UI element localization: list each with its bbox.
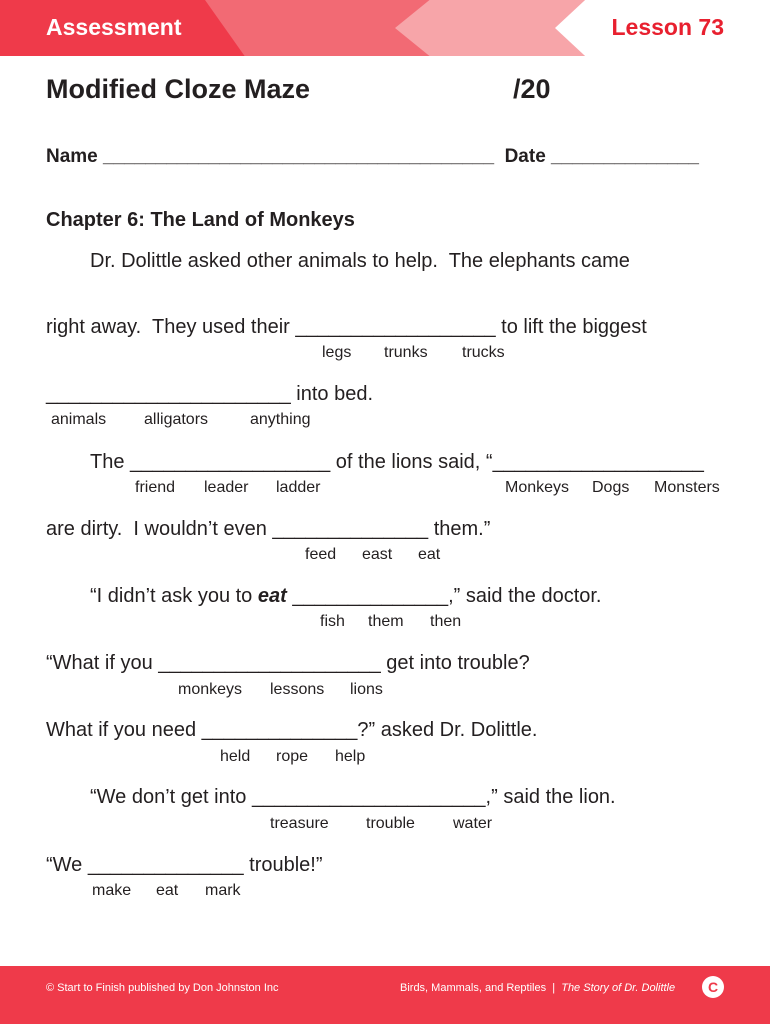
choice-option[interactable]: feed: [305, 546, 337, 563]
choice-option[interactable]: monkeys: [178, 681, 243, 698]
choice-option[interactable]: east: [362, 546, 393, 563]
name-blank[interactable]: _____________________________________: [103, 146, 495, 167]
passage-line: Dr. Dolittle asked other animals to help. The elephants came: [90, 250, 630, 272]
copyright-text: © Start to Finish published by Don Johnston Inc: [46, 982, 279, 994]
choice-option[interactable]: lessons: [270, 681, 325, 698]
chapter-heading: Chapter 6: The Land of Monkeys: [46, 209, 355, 231]
option-row: [0, 882, 241, 972]
cloze-blank[interactable]: ______________________: [46, 383, 291, 405]
section-label: Assessment: [46, 14, 182, 40]
choice-option[interactable]: held: [220, 748, 251, 765]
choice-option[interactable]: alligators: [144, 411, 209, 428]
choice-option[interactable]: them: [368, 613, 404, 630]
cloze-blank[interactable]: ______________: [201, 719, 358, 741]
date-label: Date: [504, 146, 546, 167]
passage-line: The __________________ of the lions said, “___________________: [90, 451, 704, 473]
choice-option[interactable]: trouble: [366, 815, 415, 832]
choice-option[interactable]: then: [430, 613, 462, 630]
cloze-blank[interactable]: _____________________: [251, 786, 486, 808]
lesson-label: Lesson 73: [611, 14, 724, 40]
choice-option[interactable]: make: [92, 882, 132, 899]
cloze-blank[interactable]: __________________: [295, 316, 496, 338]
choice-option[interactable]: Dogs: [592, 479, 630, 496]
choice-option[interactable]: water: [453, 815, 493, 832]
name-label: Name: [46, 146, 98, 167]
cloze-blank[interactable]: ____________________: [158, 652, 381, 674]
passage-line: “We ______________ trouble!”: [46, 854, 323, 876]
name-date-row: [46, 146, 699, 168]
choice-option[interactable]: Monsters: [654, 479, 720, 496]
emphasized-word: eat: [257, 585, 287, 607]
choice-option[interactable]: eat: [418, 546, 441, 563]
choice-option[interactable]: eat: [156, 882, 179, 899]
choice-option[interactable]: ladder: [276, 479, 321, 496]
passage-line: right away. They used their __________________ to lift the biggest: [46, 316, 647, 338]
cloze-blank[interactable]: ______________: [286, 585, 449, 607]
cloze-blank[interactable]: ______________: [87, 854, 244, 876]
passage-line: What if you need ______________?” asked Dr. Dolittle.: [46, 719, 538, 741]
passage-line: “What if you ____________________ get into trouble?: [46, 652, 530, 674]
choice-option[interactable]: rope: [276, 748, 309, 765]
cloze-blank[interactable]: __________________: [130, 451, 331, 473]
choice-option[interactable]: fish: [320, 613, 345, 630]
book-info: Birds, Mammals, and Reptiles | The Story of Dr. Dolittle: [400, 982, 676, 994]
choice-option[interactable]: trunks: [384, 344, 428, 361]
choice-option[interactable]: legs: [322, 344, 352, 361]
choice-option[interactable]: lions: [350, 681, 383, 698]
passage-line: ______________________ into bed.: [46, 383, 374, 405]
choice-option[interactable]: help: [335, 748, 366, 765]
passage-line: are dirty. I wouldn’t even ______________ them.”: [46, 518, 491, 540]
passage-line: “I didn’t ask you to eat ______________,” said the doctor.: [90, 585, 602, 607]
choice-option[interactable]: trucks: [462, 344, 505, 361]
choice-option[interactable]: animals: [51, 411, 107, 428]
cloze-blank[interactable]: ______________: [272, 518, 429, 540]
footer-bar: [0, 966, 770, 1024]
choice-option[interactable]: treasure: [270, 815, 329, 832]
choice-option[interactable]: mark: [205, 882, 241, 899]
choice-option[interactable]: leader: [204, 479, 249, 496]
choice-option[interactable]: friend: [135, 479, 176, 496]
publisher-logo-icon: C: [702, 976, 724, 998]
choice-option[interactable]: anything: [250, 411, 311, 428]
passage-line: “We don’t get into _____________________,” said the lion.: [90, 786, 616, 808]
choice-option[interactable]: Monkeys: [505, 479, 570, 496]
score-label: /20: [513, 74, 551, 104]
page-title: Modified Cloze Maze: [46, 74, 311, 104]
cloze-blank[interactable]: ___________________: [492, 451, 704, 473]
date-blank[interactable]: ______________: [551, 146, 699, 167]
